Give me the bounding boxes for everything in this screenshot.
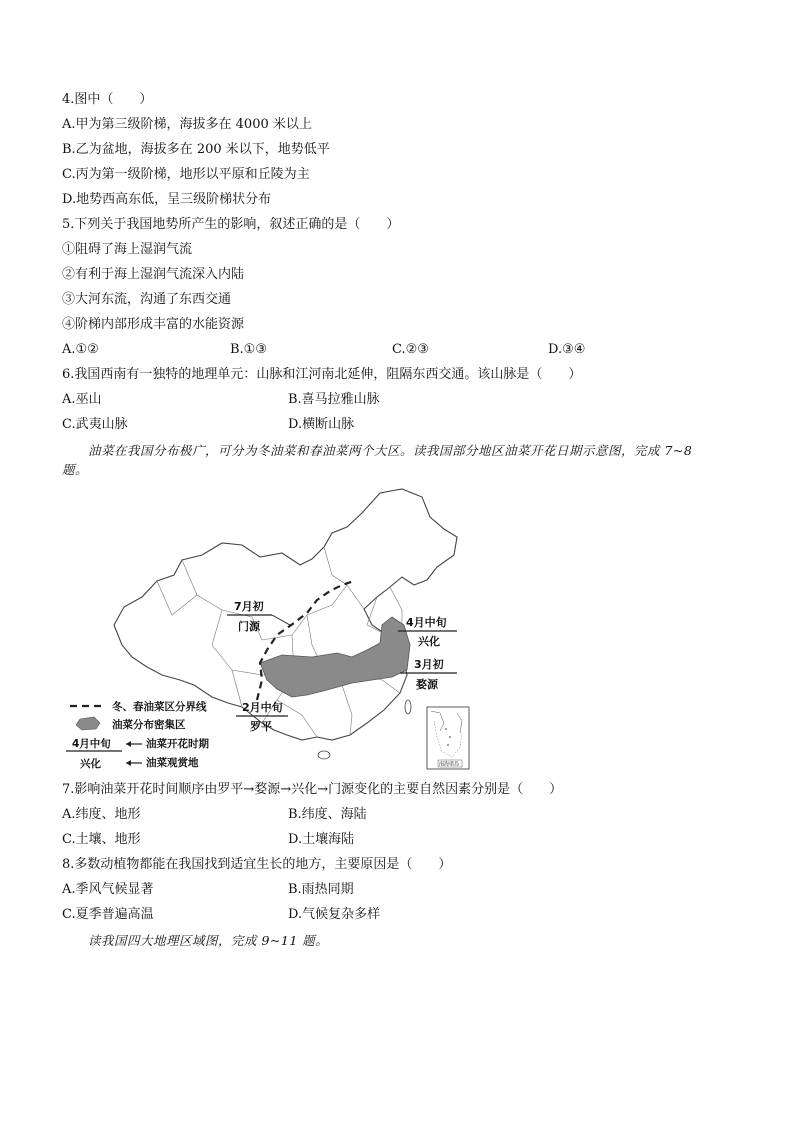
- q8-stem: 8.多数动植物都能在我国找到适宜生长的地方，主要原因是（ ）: [62, 857, 452, 872]
- q6-option-b: B.喜马拉雅山脉: [288, 392, 380, 407]
- q8-option-c: C.夏季普遍高温: [62, 907, 154, 922]
- legend-flower-time-label: [146, 737, 209, 750]
- legend-flower-time: 开花时期: [167, 738, 209, 750]
- q6-option-d: D.横断山脉: [288, 417, 355, 432]
- q8-option-a: A.季风气候显著: [62, 882, 154, 897]
- q8-option-d: D.气候复杂多样: [288, 907, 381, 922]
- q4-option-c: C.丙为第一级阶梯，地形以平原和丘陵为主: [62, 167, 310, 182]
- label-wuyuan-place: 婺源: [416, 678, 438, 691]
- intro-9-11: 读我国四大地理区域图，完成 9~11 题。: [88, 933, 329, 948]
- q6-option-a: A.巫山: [62, 392, 102, 407]
- legend-sample-date: 4月中旬: [72, 738, 111, 750]
- label-xinghua-date: 4月中旬: [406, 616, 447, 629]
- legend-sample-place: 兴化: [80, 758, 101, 770]
- q5-item-2: ②有利于海上湿润气流深入内陆: [62, 267, 245, 282]
- inset-label: 南海诸岛: [439, 761, 460, 768]
- legend: [66, 700, 209, 770]
- q6-stem: 6.我国西南有一独特的地理单元：山脉和江河南北延伸，阻隔东西交通。该山脉是（ ）: [62, 367, 582, 382]
- q4-option-b: B.乙为盆地，海拔多在 200 米以下，地势低平: [62, 142, 330, 157]
- q8-option-b: B.雨热同期: [288, 882, 354, 897]
- q7-option-b: B.纬度、海陆: [288, 807, 367, 822]
- intro-7-8-line1: 油菜在我国分布极广，可分为冬油菜和春油菜两个大区。读我国部分地区油菜开花日期示意图，完成 7~8: [88, 443, 693, 458]
- q5-option-c: C.②③: [392, 342, 429, 357]
- q5-stem: 5.下列关于我国地势所产生的影响，叙述正确的是（ ）: [62, 217, 400, 232]
- south-china-sea-inset: [427, 707, 469, 769]
- q7-stem: 7.影响油菜开花时间顺序由罗平→婺源→兴化→门源变化的主要自然因素分别是（ ）: [62, 782, 563, 797]
- label-wuyuan: [400, 657, 457, 691]
- label-xinghua-place: 兴化: [418, 635, 440, 648]
- q5-option-d: D.③④: [548, 342, 586, 357]
- q5-option-b: B.①③: [230, 342, 267, 357]
- q7-option-a: A.纬度、地形: [62, 807, 141, 822]
- legend-dense-symbol: [76, 717, 100, 730]
- legend-flower-prefix: 油菜: [146, 738, 167, 750]
- q5-item-1: ①阻碍了海上湿润气流: [62, 242, 193, 257]
- q5-item-4: ④阶梯内部形成丰富的水能资源: [62, 317, 245, 332]
- q7-option-d: D.土壤海陆: [288, 832, 355, 847]
- taiwan-island: [405, 700, 411, 714]
- label-luoping-date: 2月中旬: [242, 701, 283, 714]
- label-menyuan-place: 门源: [238, 620, 260, 633]
- intro-7-8-line2: 题。: [62, 462, 89, 477]
- label-luoping-place: 罗平: [250, 720, 272, 733]
- hainan-island: [318, 751, 330, 759]
- legend-dense-label: 油菜分布密集区: [112, 719, 186, 731]
- legend-boundary-label: 冬、春油菜区分界线: [112, 701, 207, 713]
- q5-item-3: ③大河东流，沟通了东西交通: [62, 292, 232, 307]
- label-wuyuan-date: 3月初: [414, 658, 444, 671]
- intro-7-8: [62, 441, 732, 479]
- q6-option-c: C.武夷山脉: [62, 417, 128, 432]
- q4-option-d: D.地势西高东低，呈三级阶梯状分布: [62, 192, 272, 207]
- q4-option-a: A.甲为第三级阶梯，海拔多在 4000 米以上: [62, 117, 312, 132]
- q4-stem: 4.图中（ ）: [62, 92, 153, 107]
- rapeseed-flowering-map: [62, 485, 482, 777]
- q5-option-a: A.①②: [62, 342, 99, 357]
- legend-view-place-label: 油菜观赏地: [146, 757, 199, 769]
- label-menyuan-date: 7月初: [234, 600, 264, 613]
- q7-option-c: C.土壤、地形: [62, 832, 141, 847]
